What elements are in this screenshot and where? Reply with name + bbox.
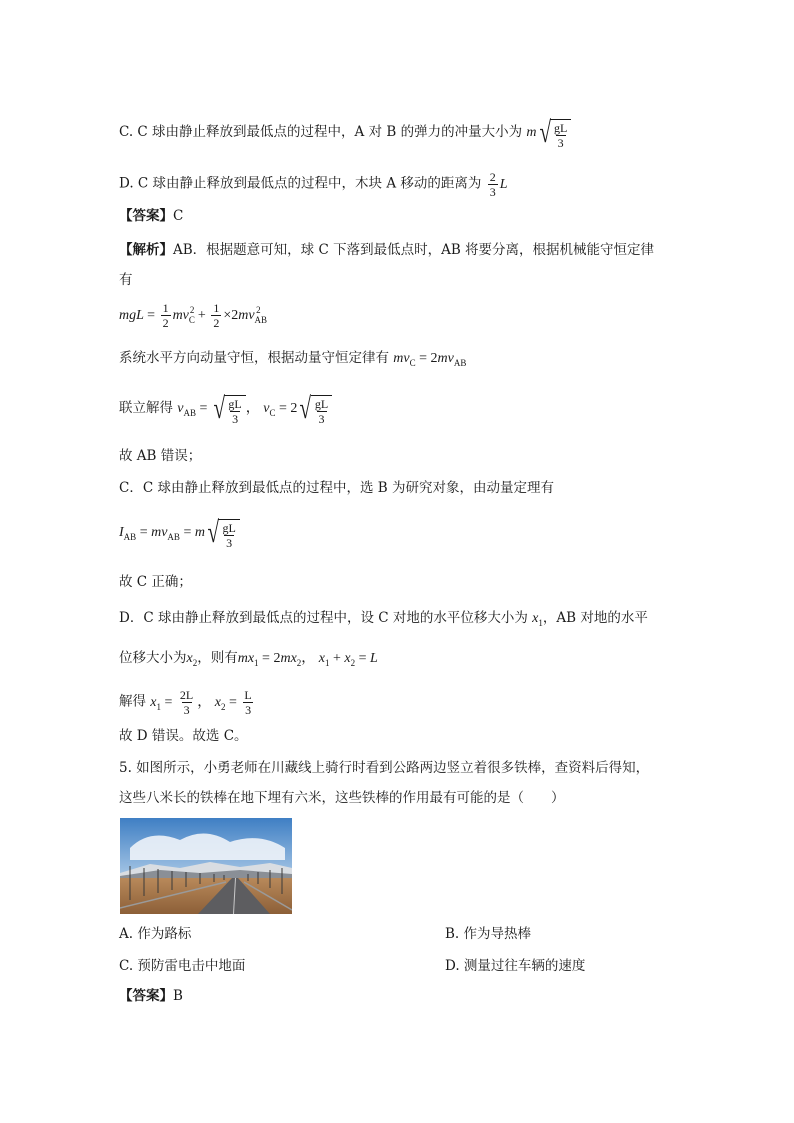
analysis-text-7: 故 C 正确；	[119, 574, 192, 590]
q5-option-d: D. 测量过往车辆的速度	[445, 958, 586, 974]
analysis-tag: 【解析】	[119, 242, 173, 258]
analysis-text-4: 联立解得	[119, 400, 173, 417]
analysis-line-6	[119, 478, 554, 498]
analysis-line-5	[119, 446, 201, 466]
analysis-line-7	[119, 572, 192, 592]
energy-equation: mgL = $\frac{1}{2}$ $mv_C^2$ + $\frac{1}{2}$ $\times 2mv_{AB}^2$	[119, 301, 268, 331]
question-5-line-2	[119, 788, 565, 808]
option-d-line	[119, 170, 507, 199]
x1-symbol: $x_1$	[532, 611, 543, 628]
analysis-text-1: AB．根据题意可知，球 C 下落到最低点时，AB 将要分离，根据机械能守恒定律	[173, 242, 655, 258]
analysis-line-9	[119, 648, 378, 673]
answer-1	[119, 206, 183, 226]
answer-2	[119, 986, 183, 1006]
q5-option-b: B. 作为导热棒	[445, 926, 532, 942]
analysis-line-3	[119, 348, 466, 373]
q5-option-a: A. 作为路标	[119, 926, 192, 942]
analysis-text-9b: ，则有	[197, 650, 238, 666]
impulse-equation: $I_{AB} = mv_{AB} = m$ √ $\frac{gL}{3}$	[119, 516, 240, 550]
analysis-text-2: 有	[119, 272, 133, 288]
analysis-line-8	[119, 608, 648, 633]
analysis-line-11	[119, 726, 248, 746]
analysis-line-10	[119, 688, 256, 717]
analysis-line-2	[119, 270, 133, 290]
analysis-text-6: C．C 球由静止释放到最低点的过程中，选 B 为研究对象，由动量定理有	[119, 480, 554, 496]
analysis-text-8: D．C 球由静止释放到最低点的过程中，设 C 对地的水平位移大小为	[119, 610, 528, 626]
solution-velocities: $v_{AB}$ = √ $\frac{gL}{3}$ ， $v_C = 2$ √ $\frac{gL}{3}$	[177, 401, 332, 416]
answer-1-value: C	[173, 208, 184, 224]
displacement-solution: $x_1$ = $\frac{2L}{3}$ ， $x_2$ = $\frac{L}{3}$	[150, 688, 252, 717]
option-c-line	[119, 116, 571, 150]
momentum-equation: $mv_C = 2mv_{AB}$	[393, 351, 467, 368]
option-c-text: C. C 球由静止释放到最低点的过程中，A 对 B 的弹力的冲量大小为	[119, 124, 523, 141]
question-5-text-2: 这些八米长的铁棒在地下埋有六米，这些铁棒的作用最有可能的是（ ）	[119, 790, 565, 806]
analysis-text-5: 故 AB 错误；	[119, 448, 202, 464]
answer-2-value: B	[173, 988, 183, 1004]
option-c-formula: m √ $\frac{gL}{3}$	[526, 125, 571, 140]
option-d-formula: $\frac{2}{3}$ L	[489, 170, 508, 199]
question-5-text-1: 5. 如图所示，小勇老师在川藏线上骑行时看到公路两边竖立着很多铁棒，查资料后得知，	[119, 760, 650, 776]
displacement-equations: $mx_1 = 2mx_2$， $x_1 + x_2 = L$	[237, 651, 378, 668]
question-5-line-1	[119, 758, 649, 778]
analysis-text-9: 位移大小为	[119, 650, 187, 666]
analysis-line-1	[119, 240, 654, 260]
answer-2-tag: 【答案】	[119, 988, 173, 1004]
road-photo-illustration	[120, 818, 292, 914]
analysis-text-10: 解得	[119, 693, 146, 710]
analysis-line-4	[119, 392, 332, 426]
q5-option-c: C. 预防雷电击中地面	[119, 958, 246, 974]
answer-1-tag: 【答案】	[119, 208, 173, 224]
road-photo	[120, 818, 292, 914]
x2-symbol: $x_2$	[186, 651, 198, 668]
analysis-text-11: 故 D 错误。故选 C。	[119, 728, 248, 744]
analysis-text-3: 系统水平方向动量守恒，根据动量守恒定律有	[119, 350, 389, 366]
analysis-text-8b: ，AB 对地的水平	[542, 610, 648, 626]
option-d-text: D. C 球由静止释放到最低点的过程中，木块 A 移动的距离为	[119, 175, 482, 192]
